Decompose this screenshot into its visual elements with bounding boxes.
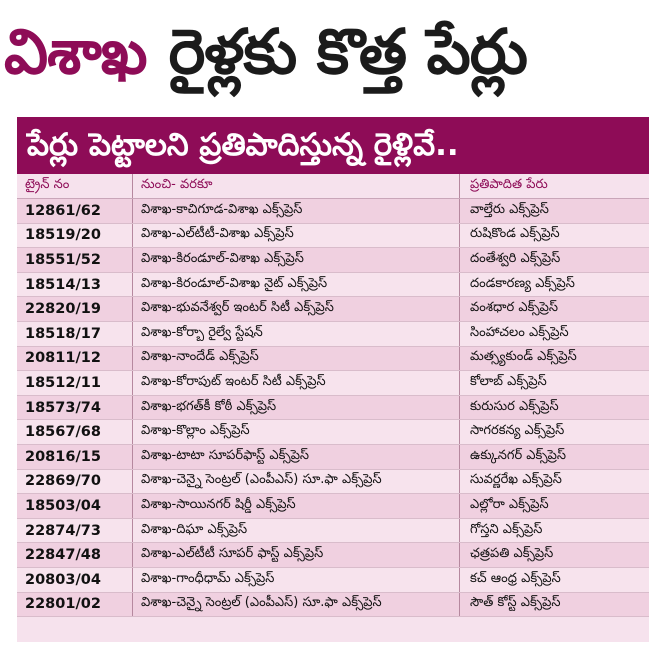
- train-number-cell: 20816/15: [25, 448, 101, 465]
- route-cell: విశాఖ-దిఘా ఎక్స్‌ప్రెస్: [132, 519, 459, 543]
- train-names-panel: [17, 117, 649, 642]
- route-cell: విశాఖ-ఎల్‌టీటీ-విశాఖ ఎక్స్‌ప్రెస్: [132, 224, 459, 248]
- headline: [4, 2, 661, 102]
- proposed-name-cell: దంతేశ్వరి ఎక్స్‌ప్రెస్: [459, 248, 649, 272]
- table-row: [17, 273, 649, 298]
- train-number-cell: 18573/74: [25, 399, 101, 416]
- proposed-name-cell: సౌత్ కోస్ట్ ఎక్స్‌ప్రెస్: [459, 593, 649, 617]
- proposed-name-cell: ఛత్రపతి ఎక్స్‌ప్రెస్: [459, 543, 649, 567]
- train-number-cell: 22874/73: [25, 522, 101, 539]
- table-row: [17, 543, 649, 568]
- train-table: [17, 174, 649, 617]
- headline-word-visakha: విశాఖ: [4, 15, 147, 88]
- proposed-name-cell: ఎల్లోరా ఎక్స్‌ప్రెస్: [459, 494, 649, 518]
- table-row: [17, 420, 649, 445]
- table-header: [17, 174, 649, 199]
- table-row: [17, 248, 649, 273]
- route-cell: విశాఖ-కోర్బా రైల్వే స్టేషన్: [132, 322, 459, 346]
- proposed-name-cell: సింహాచలం ఎక్స్‌ప్రెస్: [459, 322, 649, 346]
- train-number-cell: 20811/12: [25, 350, 101, 367]
- train-number-cell: 22820/19: [25, 301, 101, 318]
- route-cell: విశాఖ-కాచిగూడ-విశాఖ ఎక్స్‌ప్రెస్: [132, 199, 459, 223]
- table-row: [17, 347, 649, 372]
- header-route: నుంచి- వరకూ: [132, 174, 459, 198]
- train-number-cell: 18503/04: [25, 497, 101, 514]
- proposed-name-cell: వాల్తేరు ఎక్స్‌ప్రెస్: [459, 199, 649, 223]
- table-row: [17, 224, 649, 249]
- route-cell: విశాఖ-భువనేశ్వర్ ఇంటర్ సిటీ ఎక్స్‌ప్రెస్: [132, 297, 459, 321]
- proposed-name-cell: మత్స్యకుండ్ ఎక్స్‌ప్రెస్: [459, 347, 649, 371]
- proposed-name-cell: గోస్తని ఎక్స్‌ప్రెస్: [459, 519, 649, 543]
- table-row: [17, 568, 649, 593]
- table-row: [17, 445, 649, 470]
- route-cell: విశాఖ-భగత్‌కీ కోఠీ ఎక్స్‌ప్రెస్: [132, 396, 459, 420]
- route-cell: విశాఖ-ఎల్‌టీటీ సూపర్ ఫాస్ట్ ఎక్స్‌ప్రెస్: [132, 543, 459, 567]
- table-row: [17, 593, 649, 618]
- train-number-cell: 22869/70: [25, 473, 101, 490]
- table-row: [17, 470, 649, 495]
- proposed-name-cell: ఉక్కునగర్ ఎక్స్‌ప్రెస్: [459, 445, 649, 469]
- train-number-cell: 20803/04: [25, 571, 101, 588]
- route-cell: విశాఖ-కిరండూల్-విశాఖ ఎక్స్‌ప్రెస్: [132, 248, 459, 272]
- proposed-name-cell: సువర్ణరేఖ ఎక్స్‌ప్రెస్: [459, 470, 649, 494]
- proposed-name-cell: వంశధార ఎక్స్‌ప్రెస్: [459, 297, 649, 321]
- table-row: [17, 199, 649, 224]
- table-row: [17, 322, 649, 347]
- proposed-name-cell: రుషికొండ ఎక్స్‌ప్రెస్: [459, 224, 649, 248]
- train-number-cell: 18518/17: [25, 325, 101, 342]
- route-cell: విశాఖ-కోరాపుట్ ఇంటర్ సిటీ ఎక్స్‌ప్రెస్: [132, 371, 459, 395]
- route-cell: విశాఖ-సాయినగర్ షిర్డీ ఎక్స్‌ప్రెస్: [132, 494, 459, 518]
- route-cell: విశాఖ-చెన్నై సెంట్రల్ (ఎంపీఎస్) సూ.ఫా ఎక్స్‌ప్రెస్: [132, 470, 459, 494]
- route-cell: విశాఖ-కొల్లాం ఎక్స్‌ప్రెస్: [132, 420, 459, 444]
- header-train-no: ట్రైన్ నం: [25, 177, 70, 192]
- route-cell: విశాఖ-చెన్నై సెంట్రల్ (ఎంపీఎస్) సూ.ఫా ఎక్స్‌ప్రెస్: [132, 593, 459, 617]
- headline-rest: రైళ్లకు కొత్త పేర్లు: [168, 15, 527, 88]
- route-cell: విశాఖ-గాంధీధామ్ ఎక్స్‌ప్రెస్: [132, 568, 459, 592]
- train-number-cell: 18514/13: [25, 276, 101, 293]
- header-proposed-name: ప్రతిపాదిత పేరు: [459, 174, 649, 198]
- table-row: [17, 297, 649, 322]
- route-cell: విశాఖ-టాటా సూపర్‌ఫాస్ట్ ఎక్స్‌ప్రెస్: [132, 445, 459, 469]
- table-row: [17, 519, 649, 544]
- train-number-cell: 22801/02: [25, 596, 101, 613]
- train-number-cell: 22847/48: [25, 547, 101, 564]
- table-row: [17, 371, 649, 396]
- proposed-name-cell: కోలాబ్ ఎక్స్‌ప్రెస్: [459, 371, 649, 395]
- proposed-name-cell: కచ్ ఆంధ్ర ఎక్స్‌ప్రెస్: [459, 568, 649, 592]
- proposed-name-cell: సాగరకన్య ఎక్స్‌ప్రెస్: [459, 420, 649, 444]
- train-number-cell: 18551/52: [25, 251, 101, 268]
- route-cell: విశాఖ-నాందేడ్ ఎక్స్‌ప్రెస్: [132, 347, 459, 371]
- train-number-cell: 18567/68: [25, 424, 101, 441]
- table-row: [17, 494, 649, 519]
- train-number-cell: 18512/11: [25, 374, 101, 391]
- panel-banner: పేర్లు పెట్టాలని ప్రతిపాదిస్తున్న రైళ్లివే..: [17, 117, 649, 174]
- proposed-name-cell: కురుసుర ఎక్స్‌ప్రెస్: [459, 396, 649, 420]
- table-row: [17, 396, 649, 421]
- proposed-name-cell: దండకారణ్య ఎక్స్‌ప్రెస్: [459, 273, 649, 297]
- table-body: [17, 199, 649, 617]
- route-cell: విశాఖ-కిరండూల్-విశాఖ నైట్ ఎక్స్‌ప్రెస్: [132, 273, 459, 297]
- train-number-cell: 18519/20: [25, 227, 101, 244]
- train-number-cell: 12861/62: [25, 202, 101, 219]
